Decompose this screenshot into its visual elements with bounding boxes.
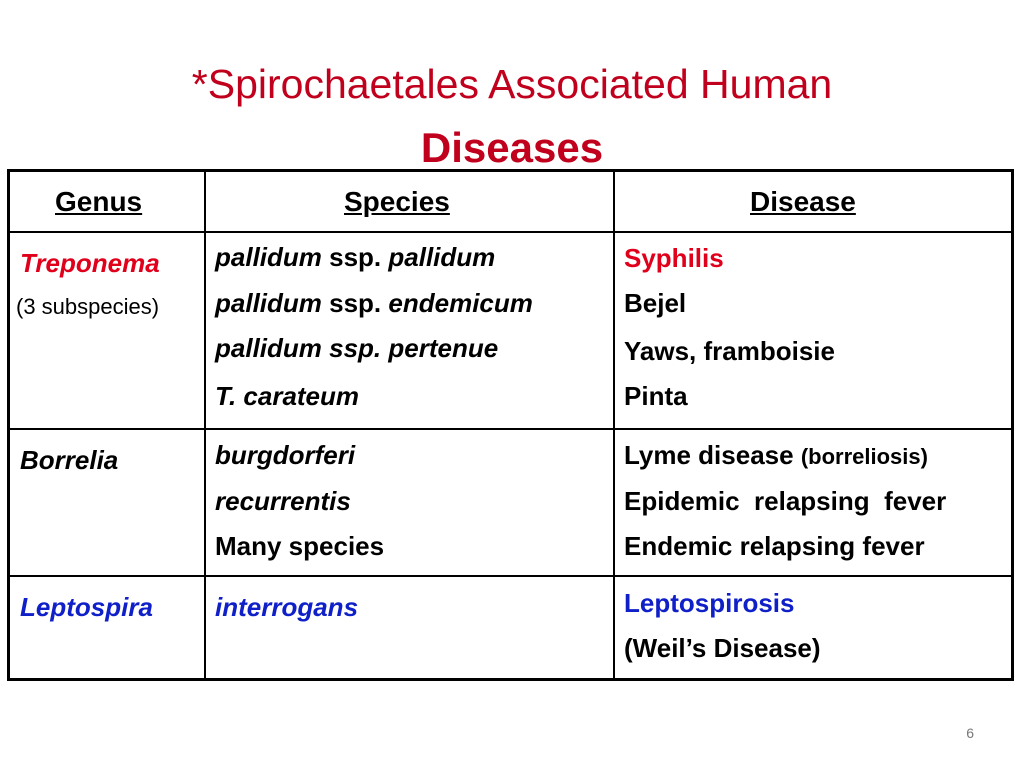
disease-item: Endemic relapsing fever [624,531,925,561]
column-divider-1 [204,172,206,678]
species-item: pallidum ssp. pertenue [215,333,499,363]
page-title-line2: Diseases [420,124,604,171]
species-item: pallidum ssp. pallidum [215,242,496,272]
species-item: burgdorferi [215,440,356,470]
genus-treponema-note: (3 subspecies) [16,294,160,319]
genus-treponema: Treponema [20,248,160,278]
row-divider-1 [10,428,1011,430]
row-divider-2 [10,575,1011,577]
column-divider-2 [613,172,615,678]
disease-item: (Weil’s Disease) [624,633,821,663]
genus-borrelia: Borrelia [20,445,119,475]
header-disease: Disease [750,186,856,217]
genus-leptospira: Leptospira [20,592,153,622]
header-species: Species [344,186,450,217]
disease-item: Pinta [624,381,688,411]
disease-syphilis: Syphilis [624,243,724,273]
disease-item: Lyme disease (borreliosis) [624,440,928,470]
species-item: Many species [215,531,385,561]
species-item: pallidum ssp. endemicum [215,288,533,318]
species-item: recurrentis [215,486,351,516]
page-number: 6 [966,725,974,741]
disease-leptospirosis: Leptospirosis [624,588,795,618]
header-divider [10,231,1011,233]
disease-item: Yaws, framboisie [624,336,835,366]
species-item: T. carateum [215,381,360,411]
disease-item: Bejel [624,288,687,318]
disease-table [7,169,1014,681]
species-item: interrogans [215,592,359,622]
page-title-line1: *Spirochaetales Associated Human [191,61,833,107]
header-genus: Genus [55,186,143,217]
disease-item: Epidemic relapsing fever [624,486,947,516]
